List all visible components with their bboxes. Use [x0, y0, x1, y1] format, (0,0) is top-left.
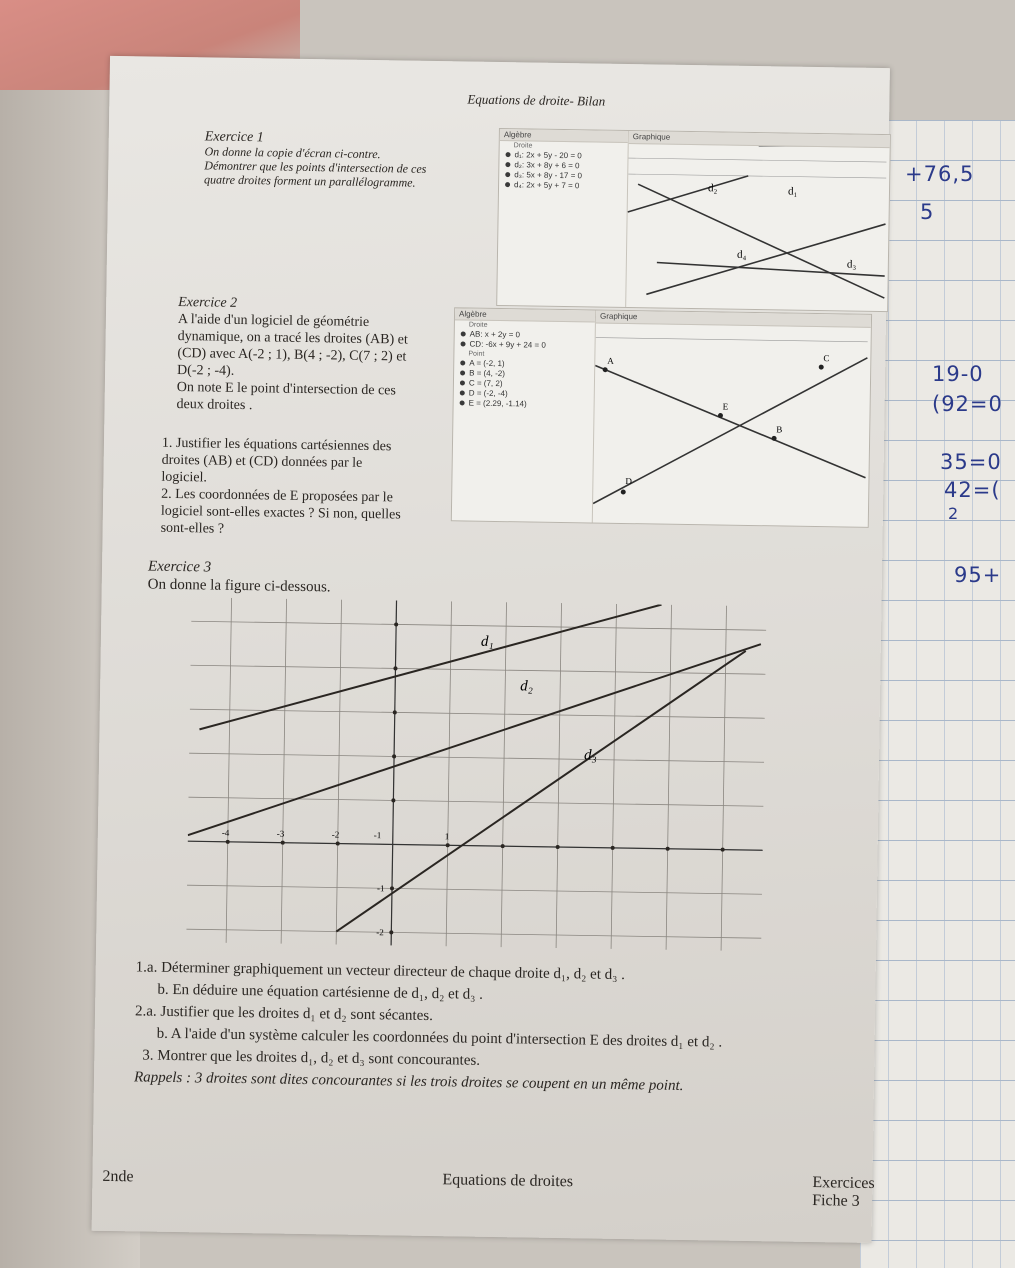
footer-level: 2nde — [102, 1167, 134, 1186]
y-tick-label: -2 — [376, 927, 384, 938]
question-line: 3. Montrer que les droites d₁, d₂ et d₃ sont concourantes. — [142, 1047, 481, 1069]
algebra-item: B = (4, -2) — [454, 368, 594, 380]
toolbar-divider — [628, 174, 886, 178]
exercise-3-questions — [134, 956, 856, 1099]
line-CD — [593, 354, 867, 508]
question-line: logiciel sont-elles exactes ? Si non, quelles — [160, 503, 401, 523]
graph-header: Graphique — [596, 311, 871, 328]
text-line: D(-2 ; -4). — [176, 362, 235, 379]
text-line: On donne la copie d'écran ci-contre. — [204, 144, 381, 162]
tick-dots — [221, 620, 728, 940]
text-line: A l'aide d'un logiciel de géométrie — [177, 311, 370, 330]
x-tick-label: -3 — [276, 828, 285, 839]
algebra-panel — [497, 129, 629, 307]
question-line: 1. Justifier les équations cartésiennes des — [161, 435, 392, 455]
exercise-2-text — [176, 311, 478, 418]
graph-ex2 — [593, 324, 871, 526]
line-AB — [594, 366, 868, 478]
label-ex1: d₂ — [707, 182, 718, 195]
algebra-category: Droite — [513, 142, 533, 150]
point-label: E — [722, 401, 729, 412]
point-C — [819, 365, 824, 370]
line-d2-ex1 — [636, 184, 886, 298]
page-title: Equations de droite- Bilan — [467, 91, 606, 109]
algebra-item: d₁: 2x + 5y - 20 = 0 — [499, 150, 627, 162]
algebra-header: Algèbre — [500, 129, 628, 143]
exercise-1-title: Exercice 1 — [204, 129, 264, 146]
exercise-3-figure — [186, 597, 791, 956]
question-line: logiciel. — [161, 469, 208, 486]
exercise-3-intro: On donne la figure ci-dessous. — [147, 576, 331, 596]
algebra-item: d₃: 5x + 8y - 17 = 0 — [499, 170, 627, 182]
algebra-item: d₂: 3x + 8y + 6 = 0 — [499, 160, 627, 172]
label-d2: d₂ — [520, 678, 534, 695]
point-label: C — [823, 353, 830, 364]
toolbar-divider — [596, 338, 868, 342]
handwriting-note: 42=( — [944, 478, 1001, 502]
exercise-2-title: Exercice 2 — [178, 294, 238, 311]
text-line: (CD) avec A(-2 ; 1), B(4 ; -2), C(7 ; 2) et — [177, 345, 407, 365]
point-label: A — [607, 355, 614, 366]
question-line: 2.a. Justifier que les droites d₁ et d₂ sont sécantes. — [134, 1003, 434, 1025]
rappel-line: Rappels : 3 droites sont dites concourantes si les trois droites se coupent en un même point. — [133, 1069, 684, 1095]
exercise-1-text — [204, 144, 495, 191]
line-d3 — [336, 645, 745, 938]
exercise-2-questions — [161, 435, 463, 542]
label-ex1: d₃ — [846, 258, 857, 271]
algebra-item: A = (-2, 1) — [454, 358, 594, 370]
handwriting-note: (92=0 — [932, 392, 1003, 416]
question-line: b. A l'aide d'un système calculer les coordonnées du point d'intersection E des droites d₁ et d₂ . — [156, 1025, 723, 1051]
graph-ex1 — [626, 144, 889, 310]
x-tick-label: 1 — [444, 831, 450, 842]
question-line: 1.a. Déterminer graphiquement un vecteur directeur de chaque droite d₁, d₂ et d₃ . — [135, 959, 626, 984]
handwriting-note: 19-0 — [932, 362, 984, 386]
handwriting-note: 2 — [948, 504, 960, 523]
point-label: B — [776, 424, 783, 435]
algebra-panel — [452, 308, 596, 522]
algebra-header: Algèbre — [455, 308, 595, 322]
question-line: 2. Les coordonnées de E proposées par le — [161, 486, 393, 506]
exercise-3-title: Exercice 3 — [147, 558, 212, 576]
label-d1: d₁ — [480, 633, 494, 650]
label-ex1: d₄ — [736, 248, 747, 261]
algebra-item: E = (2.29, -1.14) — [454, 398, 594, 410]
label-ex1: d₁ — [787, 185, 798, 198]
exercise-1-screenshot — [496, 128, 891, 312]
question-line: droites (AB) et (CD) données par le — [161, 452, 363, 471]
text-line: dynamique, on a tracé les droites (AB) et — [177, 328, 408, 348]
algebra-item: AB: x + 2y = 0 — [455, 329, 595, 341]
exercise-2-screenshot — [451, 307, 872, 528]
x-tick-label: -1 — [373, 830, 382, 841]
handwriting-note: 95+ — [954, 563, 1002, 587]
footer-title: Equations de droites — [442, 1171, 574, 1191]
point-label: D — [625, 476, 633, 487]
text-line: On note E le point d'intersection de ces — [176, 379, 397, 399]
point-D — [621, 489, 626, 494]
x-axis — [188, 841, 763, 850]
toolbar-divider — [629, 158, 887, 162]
algebra-category: Droite — [468, 321, 488, 329]
algebra-item: CD: -6x + 9y + 24 = 0 — [454, 339, 594, 351]
graph-header: Graphique — [629, 131, 890, 148]
x-tick-label: -2 — [331, 829, 340, 840]
point-A — [603, 367, 608, 372]
question-line: sont-elles ? — [160, 520, 225, 537]
handwriting-note: +76,5 — [905, 162, 975, 186]
footer-sheet: Exercices Fiche 3 — [812, 1174, 875, 1210]
y-tick-label: -1 — [376, 883, 385, 894]
text-line: deux droites . — [176, 396, 253, 414]
text-line: quatre droites forment un parallélogramme. — [204, 172, 416, 190]
handwriting-note: 5 — [920, 200, 935, 224]
algebra-item: d₄: 2x + 5y + 7 = 0 — [499, 180, 627, 192]
label-d3: d₃ — [583, 747, 597, 764]
algebra-category: Point — [468, 350, 485, 358]
question-line: b. En déduire une équation cartésienne de d₁, d₂ et d₃ . — [157, 981, 484, 1003]
algebra-item: C = (7, 2) — [454, 378, 594, 390]
handwriting-note: 35=0 — [940, 450, 1002, 474]
x-tick-label: -4 — [221, 827, 230, 838]
grid — [186, 597, 766, 951]
text-line: Démontrer que les points d'intersection de ces — [204, 158, 427, 176]
algebra-item: D = (-2, -4) — [454, 388, 594, 400]
worksheet-page — [92, 56, 890, 1243]
